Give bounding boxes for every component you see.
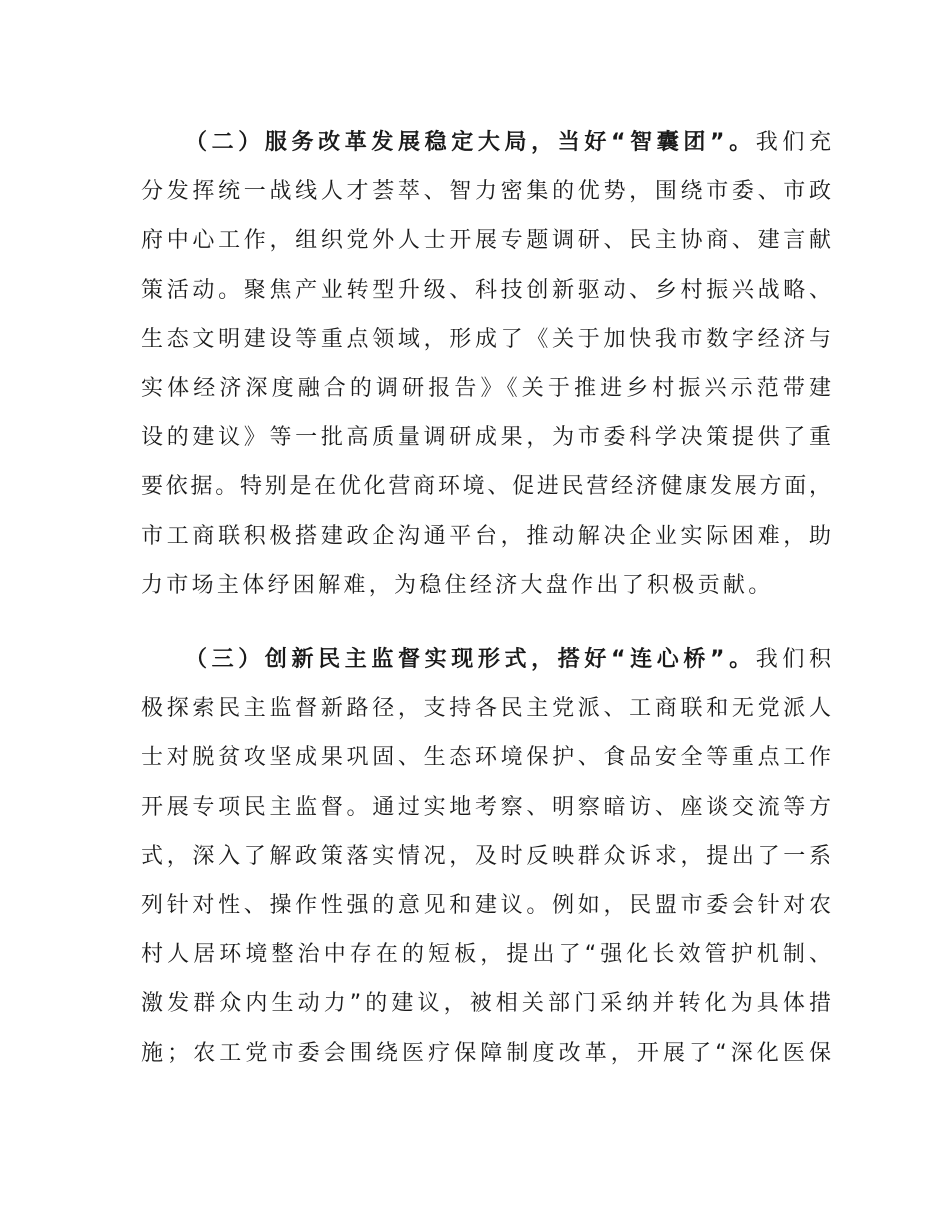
- paragraph-line: 极探索民主监督新路径，支持各民主党派、工商联和无党派人: [141, 696, 831, 722]
- paragraph-line: 生态文明建设等重点领域，形成了《关于加快我市数字经济与: [141, 326, 831, 352]
- paragraph-line: 要依据。特别是在优化营商环境、促进民营经济健康发展方面，: [141, 474, 831, 500]
- paragraph-line: 策活动。聚焦产业转型升级、科技创新驱动、乡村振兴战略、: [141, 277, 831, 303]
- paragraph-line: 式，深入了解政策落实情况，及时反映群众诉求，提出了一系: [141, 843, 831, 869]
- paragraph-line: 开展专项民主监督。通过实地考察、明察暗访、座谈交流等方: [141, 794, 831, 820]
- paragraph-line: 士对脱贫攻坚成果巩固、生态环境保护、食品安全等重点工作: [141, 745, 831, 771]
- paragraph-line: 分发挥统一战线人才荟萃、智力密集的优势，围绕市委、市政: [141, 179, 831, 205]
- paragraph-3: [141, 635, 831, 1078]
- paragraph-heading: （三）创新民主监督实现形式，搭好“连心桥”。: [185, 647, 756, 672]
- paragraph-text: 我们充: [755, 130, 831, 155]
- paragraph-line: 列针对性、操作性强的意见和建议。例如，民盟市委会针对农: [141, 892, 831, 918]
- paragraph-line: 力市场主体纾困解难，为稳住经济大盘作出了积极贡献。: [141, 572, 774, 598]
- paragraph-line: 设的建议》等一批高质量调研成果，为市委科学决策提供了重: [141, 425, 831, 451]
- paragraph-line: 市工商联积极搭建政企沟通平台，推动解决企业实际困难，助: [141, 523, 831, 549]
- paragraph-text: 我们积: [755, 647, 831, 672]
- paragraph-first-line: [141, 635, 831, 684]
- paragraph-line: 村人居环境整治中存在的短板，提出了“强化长效管护机制、: [141, 942, 831, 968]
- paragraph-2: [141, 118, 831, 610]
- paragraph-first-line: [141, 118, 831, 167]
- paragraph-line: 施；农工党市委会围绕医疗保障制度改革，开展了“深化医保: [141, 1040, 831, 1066]
- paragraph-line: 激发群众内生动力”的建议，被相关部门采纳并转化为具体措: [141, 991, 831, 1017]
- paragraph-line: 实体经济深度融合的调研报告》《关于推进乡村振兴示范带建: [141, 375, 831, 401]
- paragraph-heading: （二）服务改革发展稳定大局，当好“智囊团”。: [185, 130, 756, 155]
- paragraph-line: 府中心工作，组织党外人士开展专题调研、民主协商、建言献: [141, 228, 831, 254]
